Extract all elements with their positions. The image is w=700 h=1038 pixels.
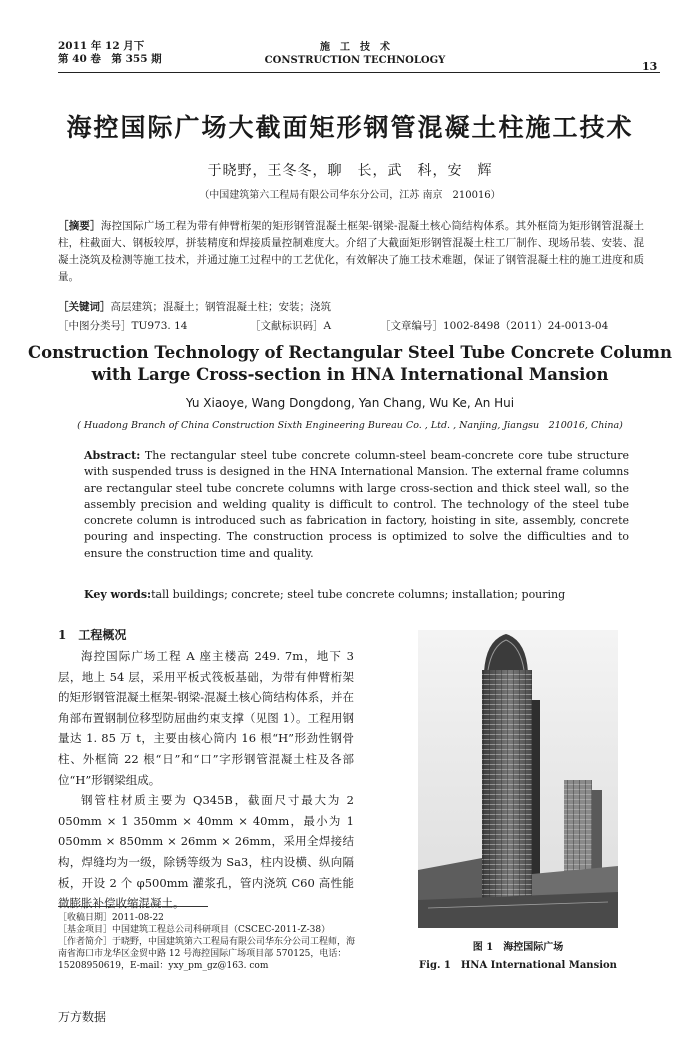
journal-name-en: CONSTRUCTION TECHNOLOGY [264, 55, 446, 66]
footnote-received: ［收稿日期］2011-08-22 [58, 913, 164, 923]
building-photo [418, 630, 618, 928]
abstract-en [84, 448, 629, 562]
affiliation-cn: （中国建筑第六工程局有限公司华东分公司，江苏 南京 210016） [199, 190, 501, 201]
footnote-rule [58, 906, 208, 907]
page-number: 13 [642, 60, 658, 73]
article-number: ［文章编号］1002-8498（2011）24-0013-04 [380, 320, 609, 332]
issue-date: 2011 年 12 月下 [58, 40, 145, 52]
section-body [58, 646, 354, 914]
running-header-center [200, 41, 510, 67]
body-paragraph-1: 海控国际广场工程 A 座主楼高 249. 7m，地下 3 层，地上 54 层，采用平板式筏板基础，为带有伸臂桁架的矩形钢管混凝土框架-钢梁-混凝土核心筒结构体系，并在角部布置钢制位移型防屈曲约束支撑（见图 1）。工程用钢量达 1. 85 万 t，主要由核心筒内 16 根“H”形劲性钢骨柱、外框筒 22 根“日”和“口”字形钢管混凝土柱及各部位“H”形钢梁组成。 [58, 649, 354, 787]
keywords-cn-text: 高层建筑；混凝土；钢管混凝土柱；安装；浇筑 [110, 301, 331, 313]
watermark: 万方数据 [58, 1010, 107, 1024]
abstract-en-text: The rectangular steel tube concrete column-steel beam-concrete core tube structure with suspended truss is designed in the HNA International Mansion. The external frame columns are rectangular steel tube concrete columns with large cross-section and thick steel wall, so the assembly precision and welding quality is difficult to control. The technology of the steel tube concrete column is introduced such as fabrication in factory, hoisting in site, assembly, concrete pouring and inspecting. The construction process is optimized to solve the difficulties and to ensure the construction time and quality. [84, 449, 629, 560]
authors-cn: 于晓野，王冬冬，聊 长，武 科，安 辉 [207, 163, 493, 179]
title-cn: 海控国际广场大截面矩形钢管混凝土柱施工技术 [66, 113, 634, 142]
keywords-en-label: Key words: [84, 588, 152, 601]
title-en-line2: with Large Cross-section in HNA International Mansion [91, 365, 609, 384]
journal-name-cn: 施 工 技 术 [320, 42, 390, 53]
footnote-author-bio: ［作者简介］于晓野，中国建筑第六工程局有限公司华东分公司工程师，海南省海口市龙华区金贸中路 12 号海控国际广场项目部 570125，电话：15208950619，E-mail：yxy_pm_gz@163. com [58, 937, 356, 971]
title-en-line1: Construction Technology of Rectangular Steel Tube Concrete Column [27, 343, 672, 362]
running-header-left [58, 40, 162, 66]
abstract-cn-text: 海控国际广场工程为带有伸臂桁架的矩形钢管混凝土框架-钢梁-混凝土核心筒结构体系。其外框筒为矩形钢管混凝土柱，柱截面大、钢板较厚，拼装精度和焊接质量控制难度大。介绍了大截面矩形钢管混凝土柱工厂制作、现场吊装、安装、混凝土浇筑及检测等施工技术，并通过施工过程中的工艺优化，有效解决了施工技术难题，保证了钢管混凝土柱的施工进度和质量。 [58, 220, 645, 283]
footnote-fund: ［基金项目］中国建筑工程总公司科研项目（CSCEC-2011-Z-38） [58, 925, 331, 935]
keywords-en [84, 588, 629, 601]
title-en [0, 342, 700, 386]
abstract-cn-label: ［摘要］ [58, 220, 101, 232]
figure-caption-cn: 图 1 海控国际广场 [472, 942, 564, 953]
volume-issue: 第 40 卷 第 355 期 [58, 53, 162, 65]
affiliation-en: ( Huadong Branch of China Construction Sixth Engineering Bureau Co. , Ltd. , Nanjing, Jiangsu 210016, China) [77, 420, 623, 431]
document-code: ［文献标识码］A [250, 320, 332, 332]
keywords-en-text: tall buildings; concrete; steel tube concrete columns; installation; pouring [151, 588, 566, 601]
section-heading: 1 工程概况 [58, 628, 127, 642]
header-rule [58, 72, 660, 73]
keywords-cn-label: ［关键词］ [58, 301, 111, 313]
keywords-cn [58, 299, 331, 314]
abstract-en-label: Abstract: [84, 449, 141, 462]
authors-en: Yu Xiaoye, Wang Dongdong, Yan Chang, Wu Ke, An Hui [185, 396, 515, 410]
body-paragraph-2: 钢管柱材质主要为 Q345B，截面尺寸最大为 2 050mm × 1 350mm × 40mm × 40mm，最小为 1 050mm × 850mm × 26mm × 26mm，采用全焊接结构，焊缝均为一级，除锈等级为 Sa3，柱内设横、纵向隔板，开设 2 个 φ500mm 灌浆孔，管内浇筑 C60 高性能微膨胀补偿收缩混凝土。 [58, 793, 354, 911]
figure-caption-en: Fig. 1 HNA International Mansion [419, 960, 617, 971]
footnotes [58, 912, 358, 972]
abstract-cn [58, 218, 644, 286]
clc-number: ［中图分类号］TU973. 14 [58, 320, 188, 332]
